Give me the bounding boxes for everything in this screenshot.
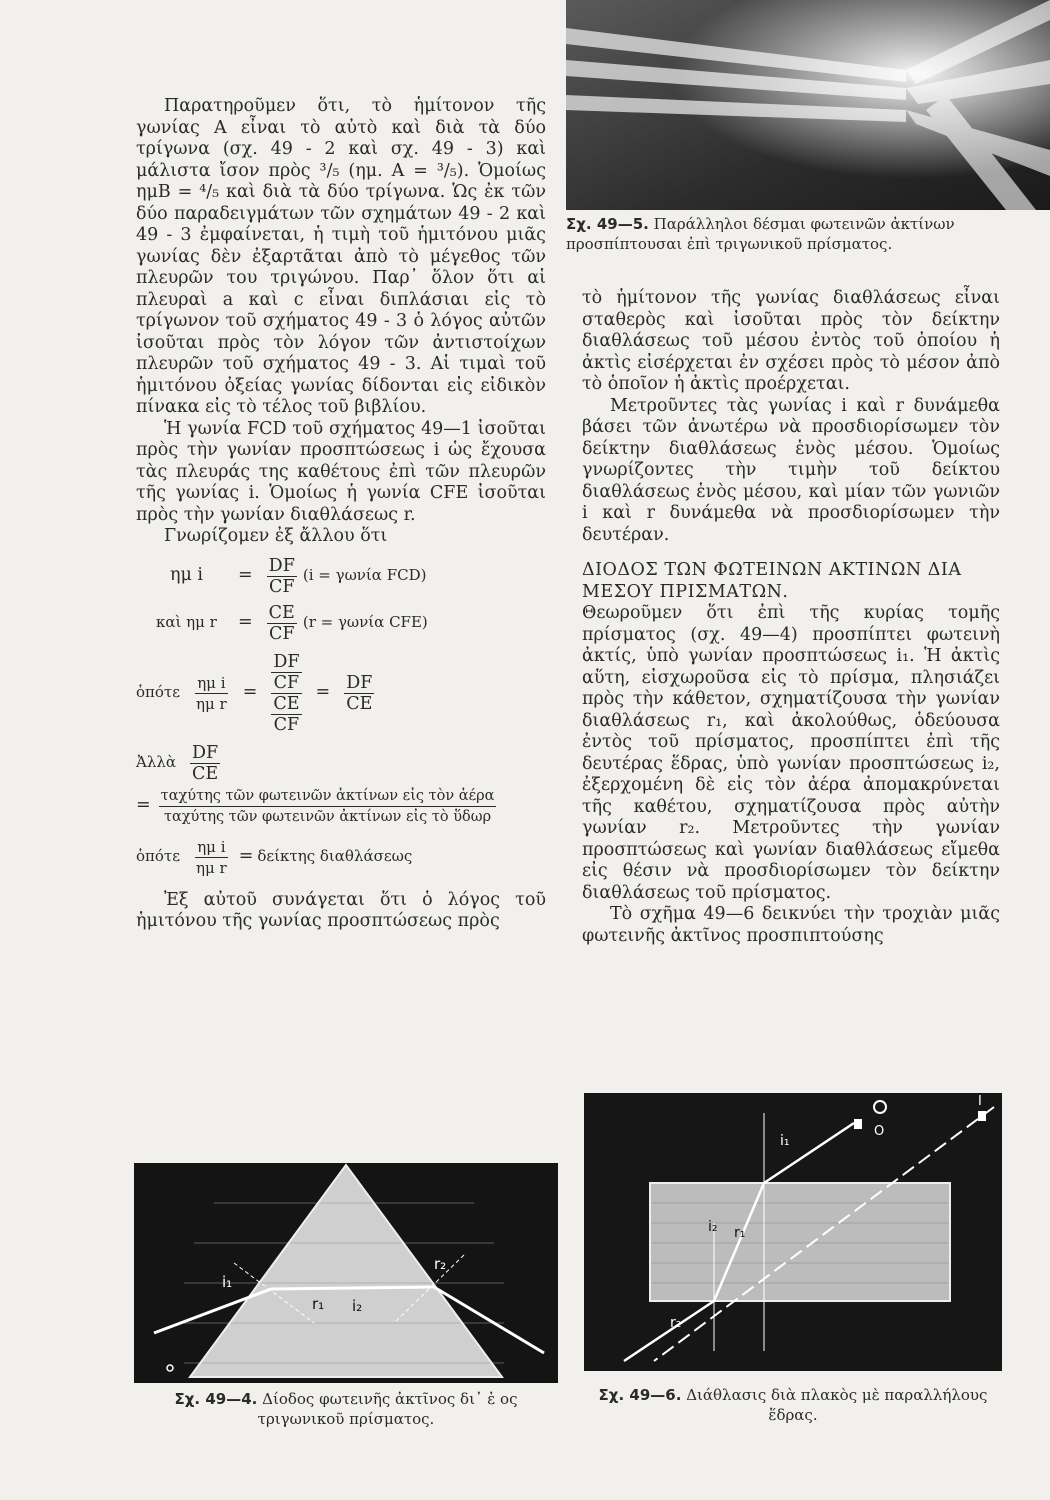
fig6-label-I: I [978,1094,982,1109]
denominator: CF [273,714,300,735]
denominator: CE [192,763,219,784]
equation-note: (i = γωνία FCD) [302,566,427,585]
equation-speed-ratio: = $\frac{\text{ταχύτης τῶν φωτεινῶν ἀκτίνων εἰς τὸν ἀέρα}}{\text{ταχύτης τῶν φωτεινῶν ἀκτίνων εἰς τὸ ὕδωρ}}$ [136,787,495,825]
numerator: DF [268,555,295,576]
denominator: CF [268,623,295,644]
numerator: CE [268,602,295,623]
numerator: ταχύτης τῶν φωτεινῶν ἀκτίνων εἰς τὸν ἀέρα [159,786,497,807]
fig6-label-O: O [874,1124,885,1139]
compound-fraction [271,652,301,735]
figure-49-6-caption [584,1385,1002,1425]
denominator: CE [346,693,373,714]
figure-49-5-photo [566,0,1050,210]
light-beams-illustration [566,0,1050,210]
slab-refraction-illustration [584,1093,1002,1371]
fraction [271,652,301,693]
figure-49-4-photo [134,1163,558,1383]
figure-label: Σχ. 49—5. [566,215,649,233]
paragraph: Γνωρίζομεν ἐξ ἄλλου ὅτι [164,526,388,546]
equation-word: ὁπότε [136,683,180,702]
fraction [159,786,497,827]
figure-caption-text: Παράλληλοι δέσμαι φωτεινῶν ἀκτίνων προσπίπτουσαι ἐπὶ τριγωνικοῦ πρίσματος. [566,215,955,253]
figure-49-6-photo [584,1093,1002,1371]
equation-sin-i: ημ i = $\frac{DF}{CF}$ (i = γωνία FCD) [170,555,427,597]
paragraph: Ἡ γωνία FCD τοῦ σχήματος 49—1 ἰσοῦται πρὸς τὴν γωνίαν προσπτώσεως i ὡς ἔχουσα τὰς πλευράς της καθέτους ἐπὶ τῶν πλευρῶν τῆς γωνίας i. Ὁμοίως ἡ γωνία CFE ἰσοῦται πρὸς τὴν γωνίαν διαθλάσεως r. [136,418,546,525]
denominator: CF [273,672,300,693]
numerator: ημ i [197,673,226,692]
paragraph: Θεωροῦμεν ὅτι ἐπὶ τῆς κυρίας τομῆς πρίσματος (σχ. 49—4) προσπίπτει φωτεινὴ ἀκτίς, ὑπὸ γωνίαν προσπτώσεως i₁. Ἡ ἀκτὶς αὕτη, εἰσχωροῦσα εἰς τὸ πρίσμα, πλησιάζει πρὸς τὴν κάθετον, σχηματίζουσα τὴν γωνίαν διαθλάσεως r₁, καὶ ἀκολούθως, ὁδεύουσα ἐντὸς τοῦ πρίσματος, προσπίπτει ἐπὶ τῆς δευτέρας ἕδρας, ὑπὸ γωνίαν προσπτώσεως i₂, ἐξερχομένη δὲ εἰς τὸν ἀέρα ἀπομακρύνεται τῆς καθέτου, σχηματίζουσα πρὸς αὐτὴν γωνίαν r₂. Μετροῦντες τὴν γωνίαν προσπτώσεως καὶ γωνίαν διαθλάσεως εἴμεθα εἰς θέσιν νὰ προσδιορίσωμεν τὸν δείκτην διαθλάσεως τοῦ πρίσματος. [582,603,1000,903]
equation-note: (r = γωνία CFE) [302,613,428,632]
fraction [194,673,229,714]
numerator: DF [273,651,300,672]
numerator: DF [192,742,219,763]
equation-word: Ἀλλὰ [136,753,176,772]
fig6-label-r2: r₂ [670,1315,682,1331]
right-text-column [582,288,1000,947]
paragraph: Παρατηροῦμεν ὅτι, τὸ ἡμίτονον τῆς γωνίας Α εἶναι τὸ αὐτὸ καὶ διὰ τὰ δύο τρίγωνα (σχ. 49 - 2 καὶ σχ. 49 - 3) καὶ μάλιστα ἴσον πρὸς ³/₅ (ημ. Α = ³/₅). Ὁμοίως ημΒ = ⁴/₅ καὶ διὰ τὰ δύο τρίγωνα. Ὡς ἐκ τῶν δύο παραδειγμάτων τῶν σχημάτων 49 - 2 καὶ 49 - 3 ἐμφαίνεται, ἡ τιμὴ τοῦ ἡμιτόνου μιᾶς γωνίας δὲν ἐξαρτᾶται ἀπὸ τὸ μέγεθος τῶν πλευρῶν του τριγώνου. Παρ᾽ ὅλον ὅτι αἱ πλευραὶ a καὶ c εἶναι διπλάσιαι εἰς τὸ τρίγωνον τοῦ σχήματος 49 - 3 ὁ λόγος αὐτῶν ἰσοῦται πρὸς τὸν λόγον τῶν ἀντιστοίχων πλευρῶν τοῦ σχήματος 49 - 3. Αἱ τιμαὶ τοῦ ἡμιτόνου ὀξείας γωνίας δίδονται εἰς εἰδικὸν πίνακα εἰς τὸ τέλος τοῦ βιβλίου. [136,96,546,417]
fraction [267,556,297,597]
fig6-label-r1: r₁ [734,1225,746,1241]
paragraph: Ἐξ αὐτοῦ συνάγεται ὅτι ὁ λόγος τοῦ ἡμιτόνου τῆς γωνίας προσπτώσεως πρὸς [136,889,546,931]
fig6-label-i2: i₂ [708,1219,718,1235]
equation-word: ὁπότε [136,847,180,866]
fig6-label-i1: i₁ [780,1133,790,1149]
figure-label: Σχ. 49—6. [598,1386,682,1404]
fraction [344,673,374,714]
fraction [190,743,220,784]
left-text-column [136,96,546,933]
figure-49-4-caption [134,1389,558,1429]
fig4-label-i2: i₂ [352,1297,363,1315]
denominator: CF [268,576,295,597]
figure-label: Σχ. 49—4. [174,1390,258,1408]
fraction [194,837,229,878]
fig4-label-r1: r₁ [312,1295,325,1313]
denominator: ημ r [196,858,227,877]
figure-caption-text: Δίοδος φωτεινῆς ἀκτῖνος δι᾽ ἑ ος τριγωνικοῦ πρίσματος. [257,1390,518,1428]
section-heading: ΔΙΟΔΟΣ ΤΩΝ ΦΩΤΕΙΝΩΝ ΑΚΤΙΝΩΝ ΔΙΑ ΜΕΣΟΥ ΠΡΙΣΜΑΤΩΝ. [582,560,962,602]
figure-49-5-caption [566,214,996,254]
fig4-label-r2: r₂ [434,1255,447,1273]
fraction [267,603,297,644]
equation-rhs: δείκτης διαθλάσεως [257,847,413,866]
numerator: CE [273,693,300,714]
compound-numerator [271,652,301,693]
equation-lhs: καὶ ημ r [156,613,217,632]
fig4-label-i1: i₁ [222,1273,233,1291]
fraction [271,694,301,735]
equation-sin-r: καὶ ημ r = $\frac{CE}{CF}$ (r = γωνία CFE) [156,602,428,644]
compound-denominator [271,694,301,735]
denominator: ταχύτης τῶν φωτεινῶν ἀκτίνων εἰς τὸ ὕδωρ [163,808,492,825]
equation-but [136,743,546,784]
numerator: ημ i [197,837,226,856]
equation-index: ὁπότε $\frac{\text{ημ i}}{\text{ημ r}}$ = δείκτης διαθλάσεως [136,837,413,877]
numerator: DF [346,672,373,693]
prism-refraction-illustration [134,1163,558,1383]
paragraph: τὸ ἡμίτονον τῆς γωνίας διαθλάσεως εἶναι σταθερὸς καὶ ἰσοῦται πρὸς τὸν δείκτην διαθλάσεως τοῦ μέσου ἐντὸς τοῦ ὁποίου ἡ ἀκτὶς εἰσέρχεται ἐν σχέσει πρὸς τὸ μέσον ἀπὸ τὸ ὁποῖον ἡ ἀκτὶς προέρχεται. [582,288,1000,394]
denominator: ημ r [196,694,227,713]
figure-caption-text: Διάθλασις διὰ πλακὸς μὲ παραλλήλους ἕδρας. [686,1386,988,1424]
equation-ratio: ὁπότε $\frac{\text{ημ i}}{\text{ημ r}}$ = $\frac{\frac{DF}{CF}}{\frac{CE}{CF}}$ = $\frac{DF}{CE}$ [136,651,373,735]
paragraph: Μετροῦντες τὰς γωνίας i καὶ r δυνάμεθα βάσει τῶν ἀνωτέρω νὰ προσδιορίσωμεν τὸν δείκτην διαθλάσεως ἑνὸς μέσου. Ὁμοίως γνωρίζοντες τὴν τιμὴν τοῦ δείκτου διαθλάσεως ἑνὸς μέσου, καὶ μίαν τῶν γωνιῶν i καὶ r δυνάμεθα νὰ προσδιορίσωμεν τὴν δευτέραν. [582,395,1000,545]
paragraph: Τὸ σχῆμα 49—6 δεικνύει τὴν τροχιὰν μιᾶς φωτεινῆς ἀκτῖνος προσπιπτούσης [582,904,1000,946]
equation-lhs: ημ i [170,565,204,586]
